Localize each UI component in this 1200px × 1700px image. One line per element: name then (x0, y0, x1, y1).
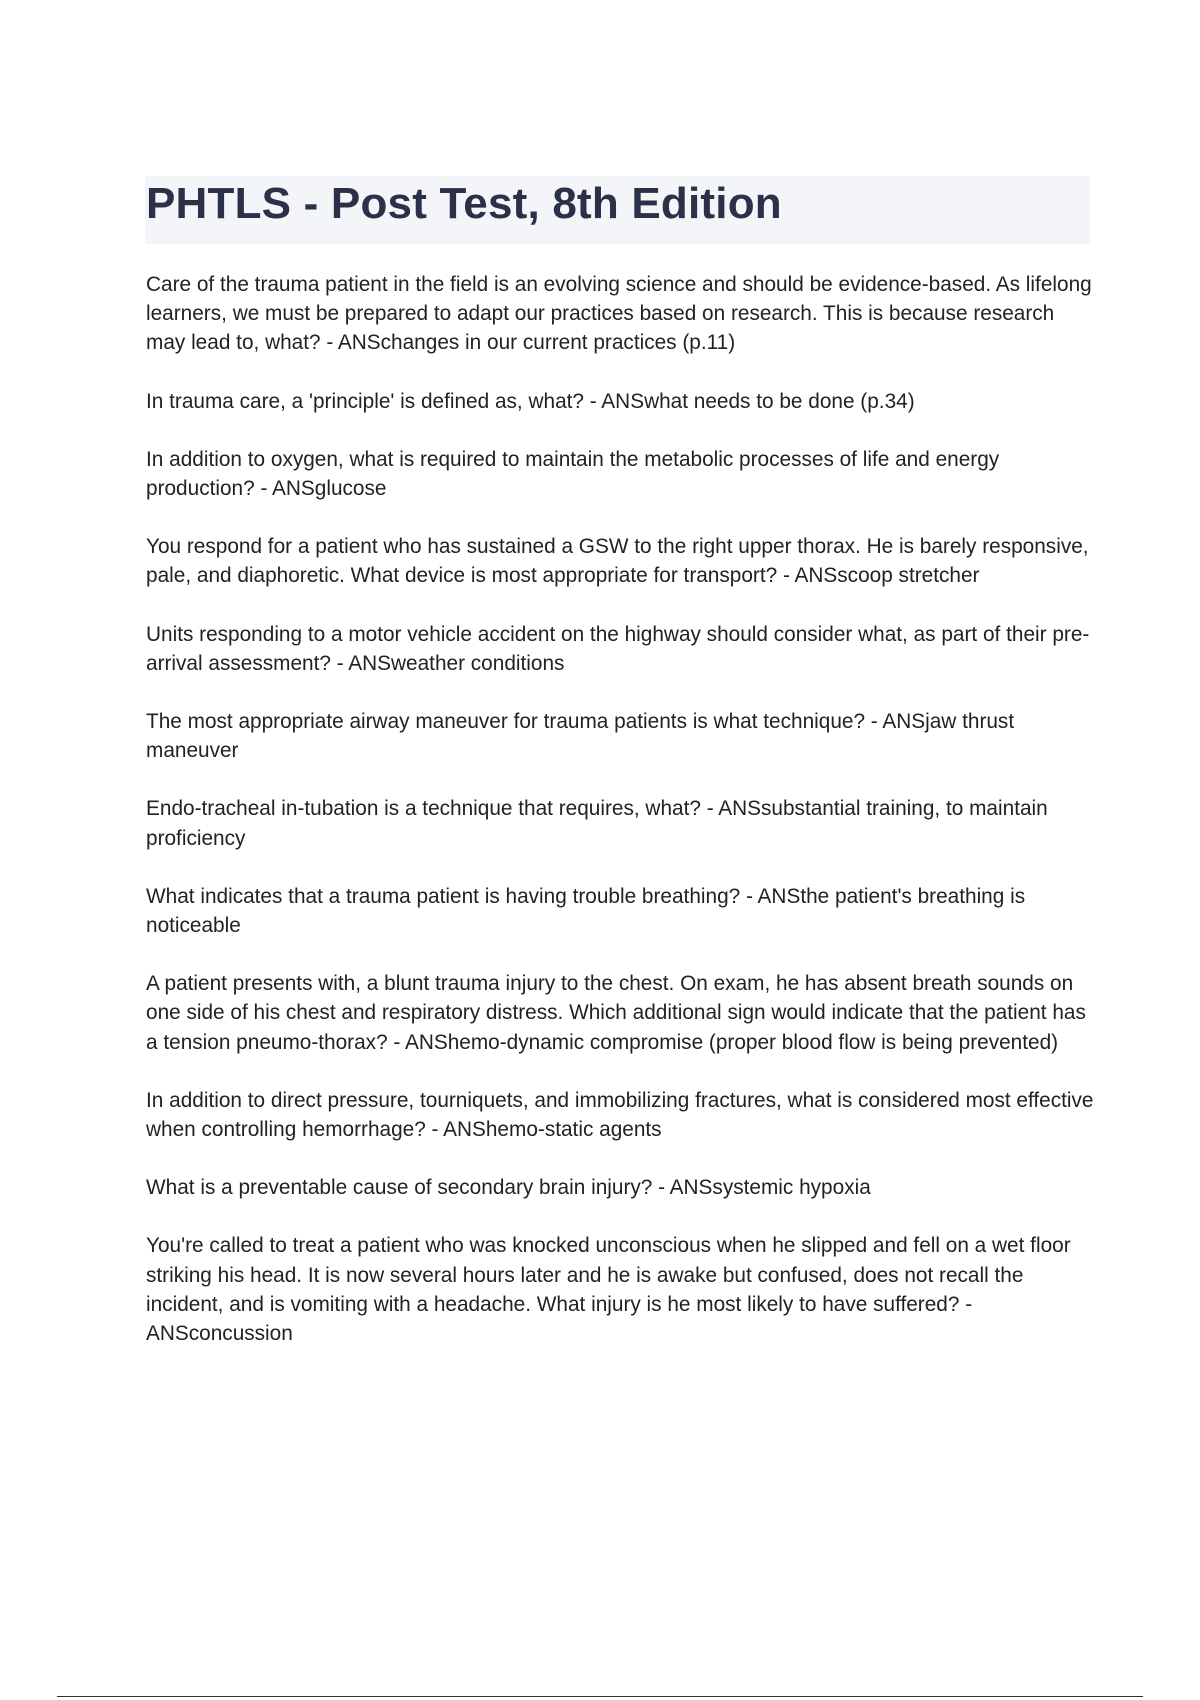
qa-list (146, 270, 1096, 1377)
qa-item: The most appropriate airway maneuver for trauma patients is what technique? - ANSjaw thrust maneuver (146, 710, 1015, 763)
qa-item: In trauma care, a 'principle' is defined as, what? - ANSwhat needs to be done (p.34) (146, 389, 915, 413)
qa-item: Care of the trauma patient in the field is an evolving science and should be evidence-based. As lifelong learners, we must be prepared to adapt our practices based on research. This is because research may lead to, what? - ANSchanges in our current practices (p.11) (146, 273, 1092, 355)
qa-item: You're called to treat a patient who was knocked unconscious when he slipped and fell on a wet floor striking his head. It is now several hours later and he is awake but confused, does not recall the incident, and is vomiting with a headache. What injury is he most likely to have suffered? - ANSconcussion (146, 1234, 1071, 1346)
qa-item: In addition to direct pressure, tourniquets, and immobilizing fractures, what is considered most effective when controlling hemorrhage? - ANShemo-static agents (146, 1088, 1094, 1142)
qa-item: In addition to oxygen, what is required to maintain the metabolic processes of life and energy production? - ANSglucose (146, 447, 1000, 501)
page-title: PHTLS - Post Test, 8th Edition (146, 179, 782, 228)
qa-item: A patient presents with, a blunt trauma injury to the chest. On exam, he has absent breath sounds on one side of his chest and respiratory distress. Which additional sign would indicate that the patient has a tension pneumo-thorax? - ANShemo-dynamic compromise (proper blood flow is being prevented) (146, 972, 1086, 1054)
qa-item: What indicates that a trauma patient is having trouble breathing? - ANSthe patient's breathing is noticeable (146, 884, 1026, 938)
qa-item: Units responding to a motor vehicle accident on the highway should consider what, as part of their pre-arrival assessment? - ANSweather conditions (146, 622, 1090, 675)
qa-item: You respond for a patient who has sustained a GSW to the right upper thorax. He is barely responsive, pale, and diaphoretic. What device is most appropriate for transport? - ANSscoop stretcher (146, 535, 1089, 588)
footer-divider (57, 1696, 1143, 1697)
qa-item: Endo-tracheal in-tubation is a technique that requires, what? - ANSsubstantial training, to maintain proficiency (146, 797, 1048, 850)
qa-item: What is a preventable cause of secondary brain injury? - ANSsystemic hypoxia (146, 1176, 871, 1200)
